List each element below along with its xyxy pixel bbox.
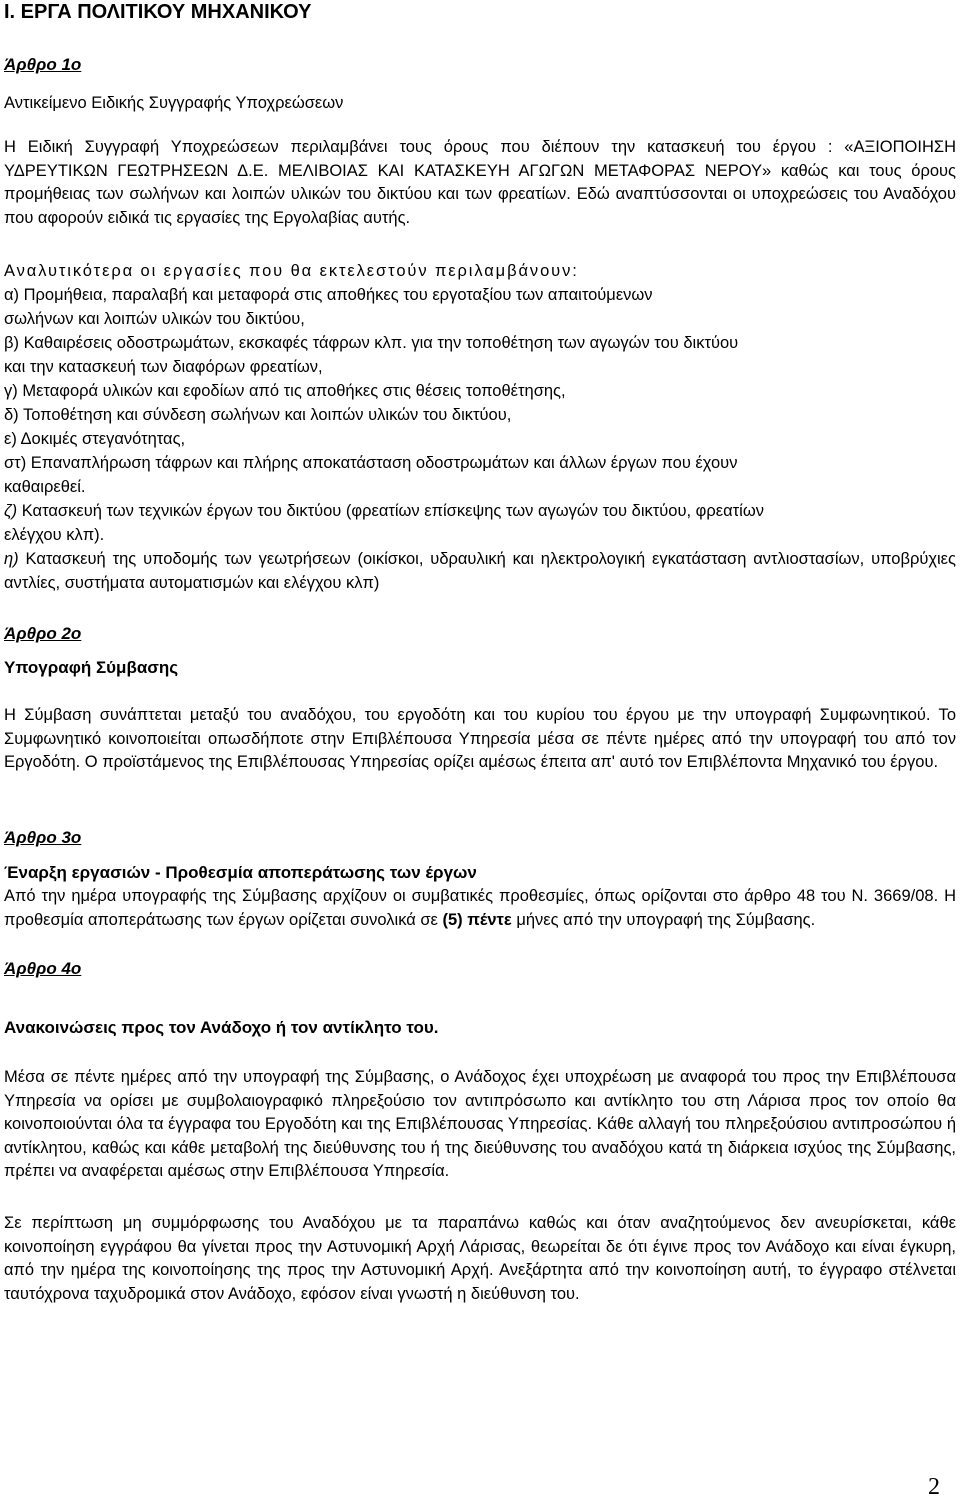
article-3-paragraph	[4, 885, 956, 932]
article-2-paragraph: Η Σύμβαση συνάπτεται μεταξύ του αναδόχου, του εργοδότη και του κυρίου του έργου με την υπογραφή Συμφωνητικού. Το Συμφωνητικό κοινοποιείται οπωσδήποτε στην Επιβλέπουσα Υπηρεσία μέσα σε πέντε ημέρες από την υπογραφή του από τον Εργοδότη. Ο προϊστάμενος της Επιβλέπουσας Υπηρεσίας ορίζει αμέσως έπειτα απ' αυτό τον Επιβλέποντα Μηχανικό του έργου.	[4, 706, 956, 772]
works-item-d: δ) Τοποθέτηση και σύνδεση σωλήνων και λοιπών υλικών του δικτύου,	[4, 406, 512, 424]
page-number: 2	[928, 1474, 940, 1500]
article-3-text-end: μήνες από την υπογραφή της Σύμβασης.	[516, 910, 816, 929]
article-1-title: Άρθρο 1ο	[4, 55, 82, 74]
article-1-works-intro: Αναλυτικότερα οι εργασίες που θα εκτελεστούν περιλαμβάνουν:	[4, 262, 579, 280]
works-item-h	[4, 548, 956, 595]
article-1-subtitle: Αντικείμενο Ειδικής Συγγραφής Υποχρεώσεων	[4, 94, 344, 112]
works-item-f: στ) Επαναπλήρωση τάφρων και πλήρης αποκατάσταση οδοστρωμάτων και άλλων έργων που έχουν καθαιρεθεί.	[4, 454, 738, 496]
works-item-b: β) Καθαιρέσεις οδοστρωμάτων, εκσκαφές τάφρων κλπ. για την τοποθέτηση των αγωγών του δικτύου και την κατασκευή των διαφόρων φρεατίων,	[4, 334, 739, 376]
works-item-g-text: Κατασκευή των τεχνικών έργων του δικτύου (φρεατίων επίσκεψης των αγωγών του δικτύου, φρεατίων ελέγχου κλπ).	[4, 502, 764, 544]
article-4-paragraph-1: Μέσα σε πέντε ημέρες από την υπογραφή της Σύμβασης, ο Ανάδοχος έχει υποχρέωση με αναφορά του προς την Επιβλέπουσα Υπηρεσία να ορίσει με συμβολαιογραφικό πληρεξούσιο τον αντιπρόσωπο και αντίκλητο του στη Λάρισα προς τον οποίο θα κοινοποιούνται όλα τα έγγραφα του Εργοδότη και της Επιβλέπουσας Υπηρεσίας. Κάθε αλλαγή του πληρεξούσιου αντιπροσώπου ή αντίκλητου, καθώς και κάθε μεταβολή της διεύθυνσης του ή της διεύθυνσης του αναδόχου κατά τη διάρκεια ισχύος της Σύμβασης, πρέπει να αναφέρεται αμέσως στην Επιβλέπουσα Υπηρεσία.	[4, 1068, 956, 1181]
article-3-duration: (5) πέντε	[442, 910, 512, 929]
works-item-a: α) Προμήθεια, παραλαβή και μεταφορά στις αποθήκες του εργοταξίου των απαιτούμενων σωλήνων και λοιπών υλικών του δικτύου,	[4, 286, 653, 328]
article-4-subtitle: Ανακοινώσεις προς τον Ανάδοχο ή τον αντίκλητο του.	[4, 1018, 439, 1037]
article-3-text: Από την ημέρα υπογραφής της Σύμβασης αρχίζουν οι συμβατικές προθεσμίες, όπως ορίζονται στο άρθρο 48 του Ν. 3669/08. Η προθεσμία αποπεράτωσης των έργων ορίζεται συνολικά σε	[4, 887, 956, 929]
section-heading: Ι. ΕΡΓΑ ΠΟΛΙΤΙΚΟΥ ΜΗΧΑΝΙΚΟΥ	[4, 1, 312, 23]
article-4-paragraph-2: Σε περίπτωση μη συμμόρφωσης του Αναδόχου με τα παραπάνω καθώς και όταν αναζητούμενος δεν ανευρίσκεται, κάθε κοινοποίηση εγγράφου θα γίνεται προς την Αστυνομική Αρχή Λάρισας, θεωρείται δε ότι έγινε προς τον Ανάδοχο και είναι έγκυρη, από την ημέρα της κοινοποίησης της προς την Αστυνομική Αρχή. Ανεξάρτητα από την κοινοποίηση αυτή, το έγγραφο στέλνεται ταυτόχρονα ταχυδρομικά στον Ανάδοχο, εφόσον είναι γνωστή η διεύθυνση του.	[4, 1214, 956, 1303]
article-1-paragraph: Η Ειδική Συγγραφή Υποχρεώσεων περιλαμβάνει τους όρους που διέπουν την κατασκευή του έργου : «ΑΞΙΟΠΟΙΗΣΗ ΥΔΡΕΥΤΙΚΩΝ ΓΕΩΤΡΗΣΕΩΝ Δ.Ε. ΜΕΛΙΒΟΙΑΣ ΚΑΙ ΚΑΤΑΣΚΕΥΗ ΑΓΩΓΩΝ ΜΕΤΑΦΟΡΑΣ ΝΕΡΟΥ» καθώς και τους όρους προμήθειας των σωλήνων και λοιπών υλικών του δικτύου και των φρεατίων. Εδώ αναπτύσσονται οι υποχρεώσεις του Αναδόχου που αφορούν ειδικά τις εργασίες της Εργολαβίας αυτής.	[4, 138, 956, 227]
works-item-h-label: η)	[4, 550, 19, 568]
works-item-g-label: ζ)	[4, 502, 18, 520]
article-2-subtitle: Υπογραφή Σύμβασης	[4, 658, 179, 677]
article-3-title: Άρθρο 3ο	[4, 828, 82, 847]
works-item-h-text: Κατασκευή της υποδομής των γεωτρήσεων (οικίσκοι, υδραυλική και ηλεκτρολογική εγκατάσταση αντλιοστασίων, υποβρύχιες αντλίες, συστήματα αυτοματισμών και ελέγχου κλπ)	[4, 550, 956, 592]
works-item-c: γ) Μεταφορά υλικών και εφοδίων από τις αποθήκες στις θέσεις τοποθέτησης,	[4, 382, 566, 400]
article-3-subtitle: Έναρξη εργασιών - Προθεσμία αποπεράτωσης των έργων	[4, 863, 477, 882]
works-item-g	[4, 500, 784, 547]
works-item-e: ε) Δοκιμές στεγανότητας,	[4, 430, 186, 448]
article-4-title: Άρθρο 4ο	[4, 959, 82, 978]
article-2-title: Άρθρο 2ο	[4, 624, 82, 643]
